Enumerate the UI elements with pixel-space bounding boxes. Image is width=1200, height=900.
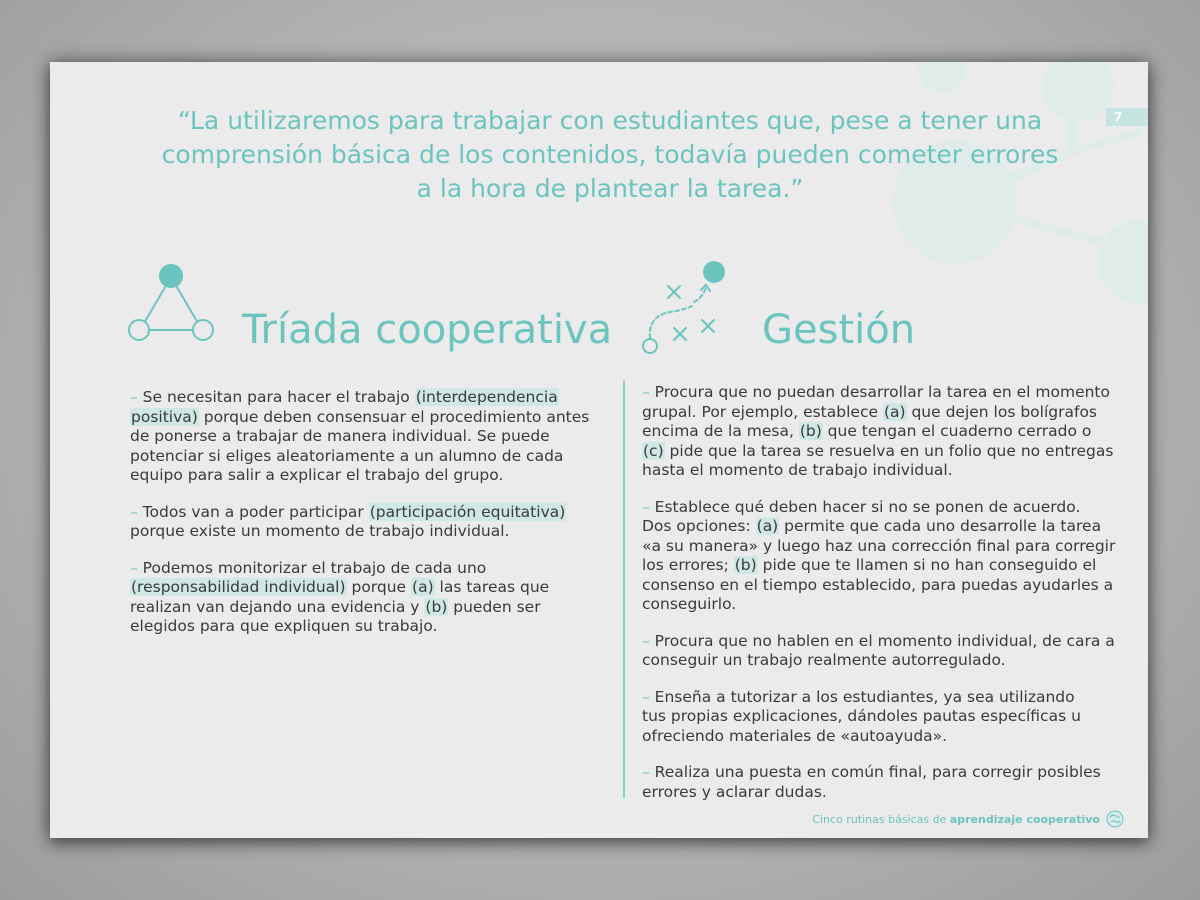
paragraph [642,383,1117,481]
strategy-play-icon [636,258,732,358]
text: porque deben consensuar el procedimiento antes de ponerse a trabajar de manera individual. Se puede potenciar si eliges aleatoriamente a un alumno de cada equipo para salir a explicar el trabajo del grupo. [130,407,590,484]
highlight: (b) [799,422,822,440]
text: Dos opciones: [642,517,756,535]
dash: – [130,558,138,577]
text: las tareas que realizan van dejando una evidencia y [130,578,550,616]
text: Todos van a poder participar [137,502,369,521]
text: Enseña a tutorizar a los estudiantes, ya sea utilizando [649,687,1075,706]
text: porque existe un momento de trabajo individual. [130,522,510,540]
text: que tengan el cuaderno cerrado o [822,422,1092,440]
document-page [50,62,1148,838]
right-column [642,383,1117,819]
left-column [130,388,600,654]
text: Realiza una puesta en común final, para corregir posibles errores y aclarar dudas. [642,763,1101,801]
text: Podemos monitorizar el trabajo de cada uno [137,558,487,577]
text: pueden ser elegidos para que expliquen su trabajo. [130,597,541,635]
triangle-network-icon [126,262,216,348]
highlight: (interdependencia [415,388,558,406]
text: permite que cada uno desarrolle la tarea «a su manera» y luego haz una corrección final para corregir los errores; [642,517,1116,574]
highlight: (b) [425,597,448,616]
footer-bold-label: aprendizaje cooperativo [949,812,1100,826]
quote-line: comprensión básica de los contenidos, todavía pueden cometer errores [161,140,1059,169]
page-number: 7 [1106,108,1148,126]
highlight: (a) [883,402,906,421]
dash: – [642,687,650,706]
text: tus propias explicaciones, dándoles pautas específicas u ofreciendo materiales de «autoayuda». [642,707,1081,745]
dash: – [130,502,138,521]
paragraph [130,559,600,637]
highlight: positiva) [131,407,198,426]
page-footer [812,810,1124,828]
text: Establece qué deben hacer si no se ponen de acuerdo. [649,497,1081,516]
paragraph [642,763,1117,802]
highlight: (a) [412,578,434,596]
highlight: (c) [643,441,664,460]
quote-line: a la hora de plantear la tarea.” [416,174,804,203]
text: que dejen los bolígrafos encima de la mesa, [642,402,1098,440]
text: Procura que no hablen en el momento individual, de cara a conseguir un trabajo realmente autorregulado. [642,631,1115,669]
quote-line: “La utilizaremos para trabajar con estudiantes que, pese a tener una [177,106,1043,135]
text: Se necesitan para hacer el trabajo [137,388,415,406]
dash: – [642,383,650,401]
footer-label: Cinco rutinas básicas de [812,812,950,826]
dash: – [642,497,650,516]
highlight: (responsabilidad individual) [131,578,346,596]
globe-logo-icon [1106,810,1124,828]
footer-text [812,813,1100,826]
paragraph [130,503,600,542]
column-divider [623,380,625,798]
paragraph [642,688,1117,747]
text: porque [346,578,412,596]
highlight: (a) [756,517,779,535]
paragraph [642,498,1117,615]
section-title-triada: Tríada cooperativa [242,307,613,353]
dash: – [642,631,650,650]
text: pide que te llamen si no han conseguido el consenso en el tiempo establecido, para puedas ayudarles a conseguirlo. [642,556,1114,613]
text: pide que la tarea se resuelva en un folio que no entregas hasta el momento de trabajo individual. [642,441,1114,479]
section-title-gestion: Gestión [762,307,916,353]
highlight: (participación equitativa) [369,502,566,521]
dash: – [130,388,138,406]
text: Procura que no puedan desarrollar la tarea en el momento grupal. Por ejemplo, establece [642,383,1110,421]
paragraph [642,632,1117,671]
pull-quote [150,104,1070,206]
highlight: (b) [734,556,757,574]
dash: – [642,763,650,781]
paragraph [130,388,600,486]
